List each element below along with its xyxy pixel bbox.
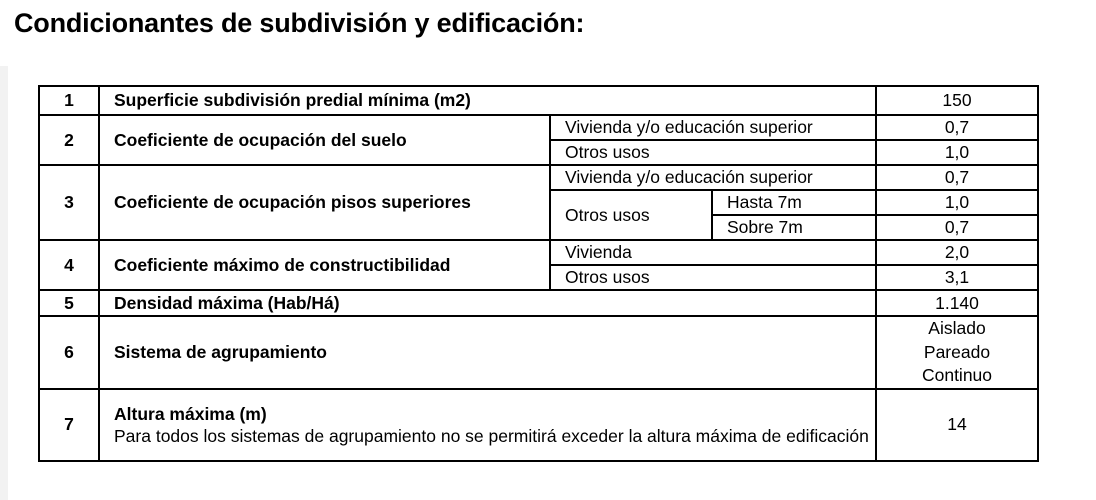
row-label: Sistema de agrupamiento <box>99 316 876 389</box>
sub-label: Otros usos <box>550 190 712 240</box>
table-row <box>39 290 1038 316</box>
row-value: 2,0 <box>876 240 1038 265</box>
row-number: 4 <box>39 240 99 290</box>
row-number: 6 <box>39 316 99 389</box>
sub-label: Otros usos <box>550 140 876 165</box>
row-number: 7 <box>39 389 99 461</box>
sub-sub-label: Hasta 7m <box>712 190 876 215</box>
sub-label: Vivienda y/o educación superior <box>550 115 876 140</box>
row-number: 1 <box>39 86 99 115</box>
grouping-value: Pareado <box>923 341 991 362</box>
table-row <box>39 115 1038 140</box>
table-row <box>39 316 1038 389</box>
row-note: Para todos los sistemas de agrupamiento no se permitirá exceder la altura máxima de edificación <box>114 425 869 446</box>
row-label: Coeficiente de ocupación del suelo <box>99 115 550 165</box>
row-label: Coeficiente de ocupación pisos superiores <box>99 165 550 240</box>
row-value: 150 <box>876 86 1038 115</box>
row-value: 1,0 <box>876 190 1038 215</box>
table-row <box>39 165 1038 190</box>
sub-label: Vivienda <box>550 240 876 265</box>
row-number: 3 <box>39 165 99 240</box>
row-label: Coeficiente máximo de constructibilidad <box>99 240 550 290</box>
row-note-cell <box>99 389 876 461</box>
left-edge-shade <box>0 66 8 500</box>
sub-label: Vivienda y/o educación superior <box>550 165 876 190</box>
table-row <box>39 389 1038 461</box>
row-number: 2 <box>39 115 99 165</box>
row-value: 1,0 <box>876 140 1038 165</box>
sub-sub-label: Sobre 7m <box>712 215 876 240</box>
row-label: Superficie subdivisión predial mínima (m2) <box>99 86 876 115</box>
row-label: Densidad máxima (Hab/Há) <box>99 290 876 316</box>
conditions-table <box>38 85 1039 462</box>
row-value: 0,7 <box>876 215 1038 240</box>
row-label: Altura máxima (m) <box>114 403 267 424</box>
page-title: Condicionantes de subdivisión y edificación: <box>14 8 585 38</box>
table-row <box>39 86 1038 115</box>
grouping-value: Continuo <box>921 365 993 385</box>
row-value: 3,1 <box>876 265 1038 290</box>
row-value: 14 <box>876 389 1038 461</box>
sub-label: Otros usos <box>550 265 876 290</box>
row-value: 1.140 <box>876 290 1038 316</box>
row-number: 5 <box>39 290 99 316</box>
row-value: 0,7 <box>876 165 1038 190</box>
grouping-values <box>876 316 1038 389</box>
row-value: 0,7 <box>876 115 1038 140</box>
table-row <box>39 240 1038 265</box>
grouping-value: Aislado <box>928 318 986 338</box>
